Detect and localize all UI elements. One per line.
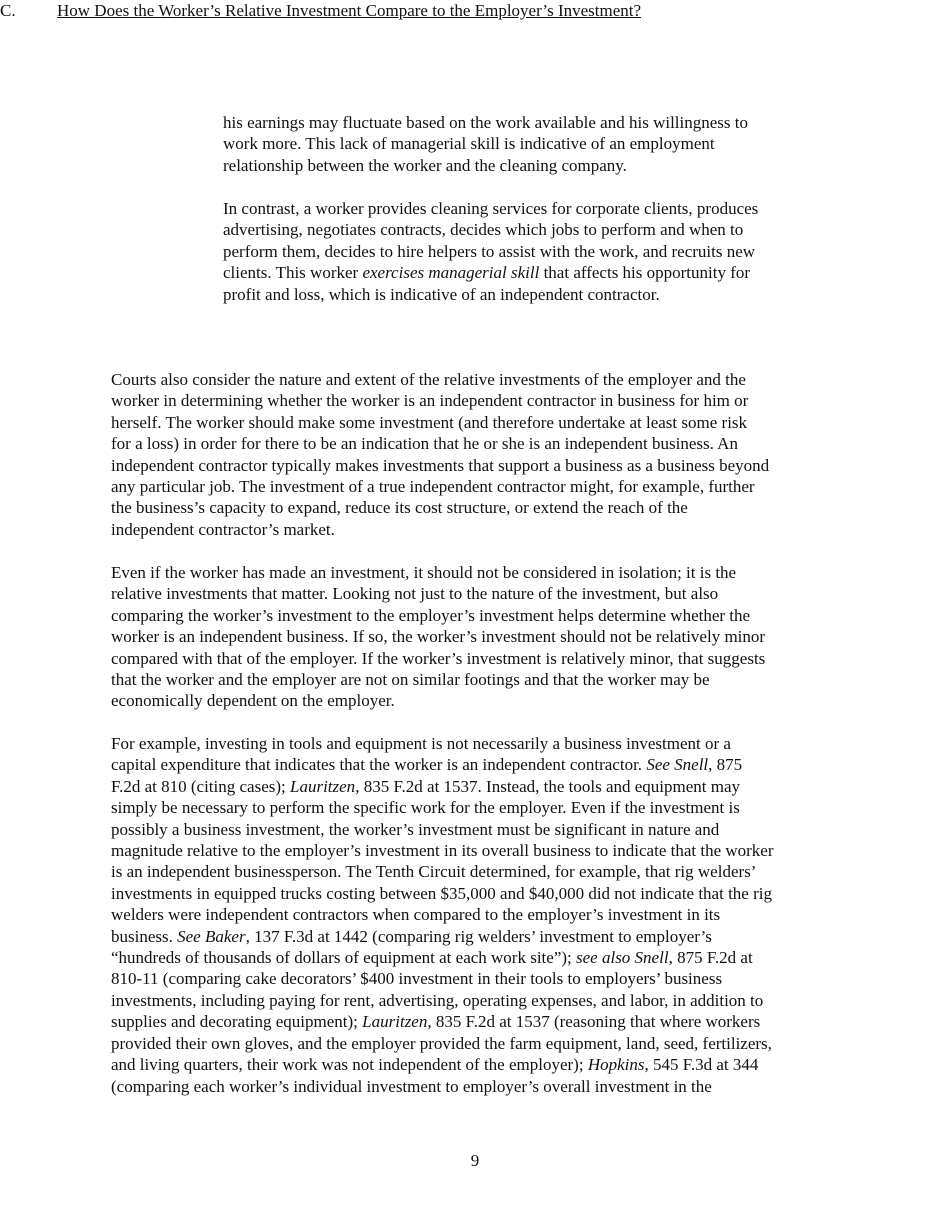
text-line: investments, including paying for rent, advertising, operating expenses, and labor, in addition to [111, 990, 764, 1010]
text-line: Courts also consider the nature and extent of the relative investments of the employer and the [111, 370, 746, 389]
paragraph-relative-investments [111, 369, 841, 540]
citation-emphasis: Lauritzen [290, 776, 356, 796]
text-line: possibly a business investment, the worker’s investment must be significant in nature and [111, 819, 720, 839]
text-line: welders were independent contractors when compared to the employer’s investment in its [111, 905, 721, 925]
text-line: perform them, decides to hire helpers to assist with the work, and recruits new [223, 241, 756, 261]
citation-emphasis: Lauritzen [362, 1012, 428, 1032]
citation-emphasis: See Baker [177, 926, 246, 946]
text-line: is an independent businessperson. The Tenth Circuit determined, for example, that rig welders’ [111, 862, 757, 882]
text-line: Even if the worker has made an investment, it should not be considered in isolation; it is the [111, 563, 737, 582]
text-line [111, 947, 841, 968]
text-line: his earnings may fluctuate based on the work available and his willingness to [223, 113, 748, 132]
text-line [111, 1054, 841, 1075]
citation-emphasis: See Snell [646, 755, 709, 775]
citation-emphasis: see also Snell [576, 948, 669, 968]
paragraph-tools-equipment [111, 733, 841, 1097]
text-run: and living quarters, their work was not independent of the employer); [111, 1055, 588, 1075]
section-letter: C. [0, 1, 16, 20]
text-line: For example, investing in tools and equipment is not necessarily a business investment or a [111, 734, 731, 753]
text-line: relative investments that matter. Looking not just to the nature of the investment, but also [111, 584, 719, 604]
text-line: (comparing each worker’s individual investment to employer’s overall investment in the [111, 1076, 712, 1096]
text-line: comparing the worker’s investment to the employer’s investment helps determine whether the [111, 605, 751, 625]
text-line: provided their own gloves, and the employer provided the farm equipment, land, seed, fertilizers, [111, 1033, 772, 1053]
text-run: F.2d at 810 (citing cases); [111, 776, 290, 796]
text-line: investments in equipped trucks costing between $35,000 and $40,000 did not indicate that the rig [111, 883, 772, 903]
text-line: herself. The worker should make some investment (and therefore undertake at least some risk [111, 412, 748, 432]
text-run: clients. This worker [223, 263, 363, 283]
text-line: the business’s capacity to expand, reduce its cost structure, or extend the reach of the [111, 498, 688, 518]
text-run: , 875 F.2d at [668, 948, 753, 968]
citation-emphasis: Hopkins [587, 1055, 645, 1075]
section-title: How Does the Worker’s Relative Investment Compare to the Employer’s Investment? [57, 1, 642, 20]
text-line: for a loss) in order for there to be an indication that he or she is an independent business. An [111, 434, 738, 454]
text-line: independent contractor’s market. [111, 519, 335, 539]
text-line: compared with that of the employer. If the worker’s investment is relatively minor, that suggests [111, 648, 766, 668]
text-line: any particular job. The investment of a true independent contractor might, for example, further [111, 477, 755, 497]
text-line [223, 262, 823, 283]
text-line [111, 754, 841, 775]
text-line: worker in determining whether the worker is an independent contractor in business for him or [111, 391, 749, 411]
indented-paragraph-earnings [223, 112, 823, 176]
text-line: worker is an independent business. If so, the worker’s investment should not be relatively minor [111, 627, 766, 647]
text-run: , 137 F.3d at 1442 (comparing rig welders’ investment to employer’s [245, 926, 712, 946]
text-run: business. [111, 926, 178, 946]
page-number: 9 [470, 1151, 480, 1170]
text-line: 810-11 (comparing cake decorators’ $400 investment in their tools to employers’ business [111, 969, 723, 989]
text-line [111, 776, 841, 797]
text-line: economically dependent on the employer. [111, 691, 395, 711]
text-run: , 835 F.2d at 1537. Instead, the tools and equipment may [355, 776, 741, 796]
text-line: independent contractor typically makes investments that support a business as a business beyond [111, 455, 770, 475]
text-line [111, 1011, 841, 1032]
text-run: capital expenditure that indicates that the worker is an independent contractor. [111, 755, 647, 775]
text-line: advertising, negotiates contracts, decides which jobs to perform and when to [223, 220, 744, 240]
emphasis-text: exercises managerial skill [362, 263, 540, 283]
indented-paragraph-contrast [223, 198, 823, 305]
text-run: , 875 [708, 755, 743, 775]
text-line: simply be necessary to perform the specific work for the employer. Even if the investment is [111, 798, 740, 818]
text-run: that affects his opportunity for [539, 263, 751, 283]
text-run: supplies and decorating equipment); [111, 1012, 363, 1032]
text-line: In contrast, a worker provides cleaning services for corporate clients, produces [223, 199, 759, 218]
text-line: profit and loss, which is indicative of an independent contractor. [223, 284, 660, 304]
text-line [111, 926, 841, 947]
text-line: relationship between the worker and the cleaning company. [223, 155, 627, 175]
text-run: , 835 F.2d at 1537 (reasoning that where workers [427, 1012, 761, 1032]
text-line: magnitude relative to the employer’s investment in its overall business to indicate that the worker [111, 841, 774, 861]
text-line: work more. This lack of managerial skill is indicative of an employment [223, 134, 715, 154]
paragraph-isolation [111, 562, 841, 712]
text-line: that the worker and the employer are not on similar footings and that the worker may be [111, 670, 710, 690]
text-run: “hundreds of thousands of dollars of equipment at each work site”); [111, 948, 577, 968]
text-run: , 545 F.3d at 344 [644, 1055, 759, 1075]
